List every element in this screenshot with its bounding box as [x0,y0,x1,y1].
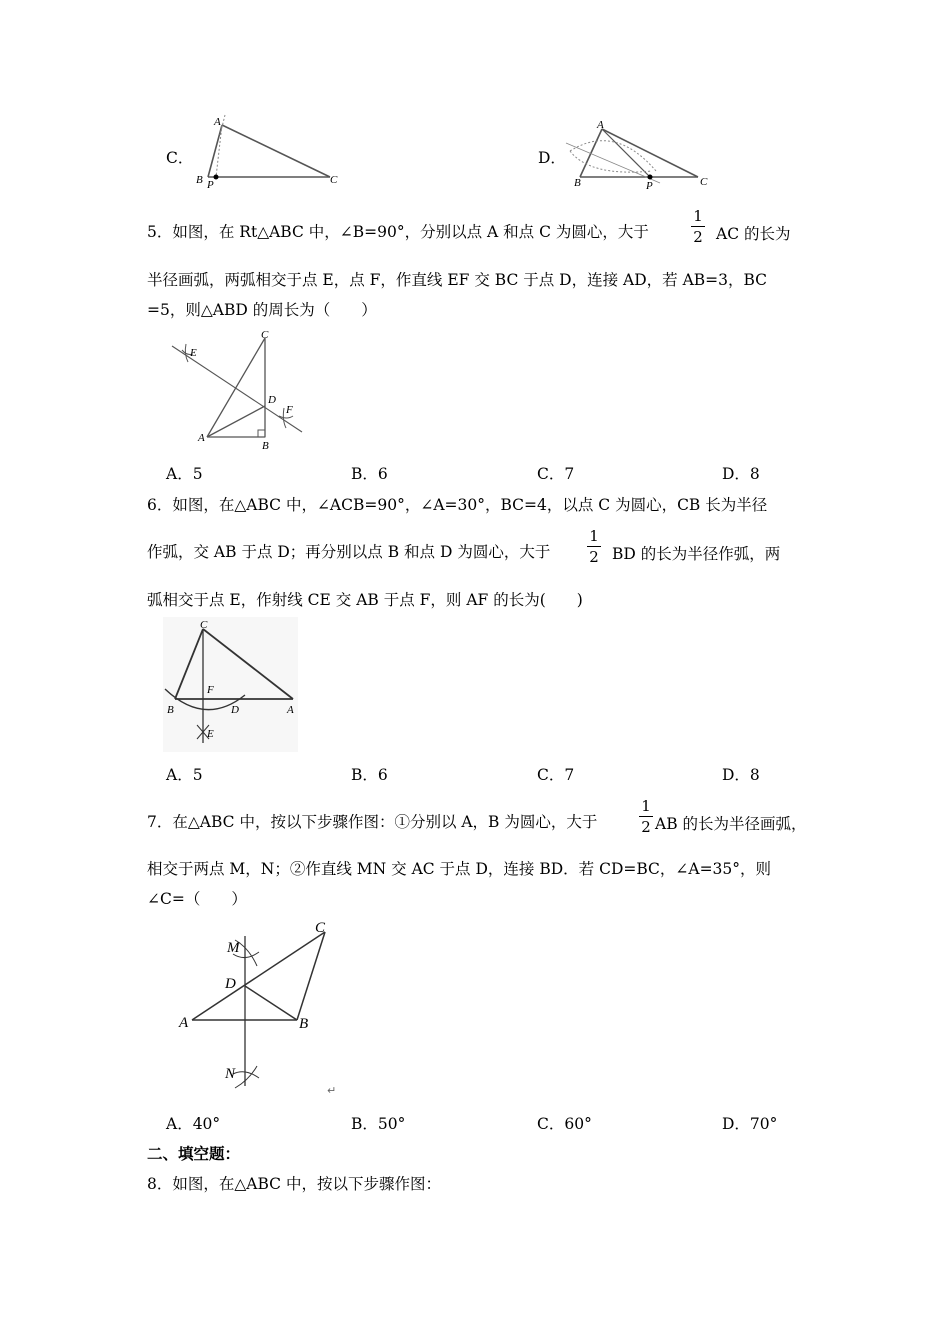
q6-label-e: E [207,728,214,740]
q6-fraction [587,527,601,566]
q5-stem-line2: 半径画弧，两弧相交于点 E，点 F，作直线 EF 交 BC 于点 D，连接 AD，若 AB=3，BC [147,271,768,289]
q7-label-b: B [299,1016,309,1032]
q7-figure [175,914,345,1094]
q6-stem-line2-pre: 作弧，交 AB 于点 D；再分别以点 B 和点 D 为圆心，大于 [147,543,551,561]
section-heading-fill-in: 二、填空题： [147,1144,241,1163]
q6-option-a[interactable]: A．5 [166,766,203,784]
q6-stem-line2-post: BD 的长为半径作弧，两 [612,545,781,563]
q4-figure-d [560,113,720,193]
q6-option-b[interactable]: B．6 [351,766,388,784]
q7-label-m: M [227,940,240,956]
q7-stem-line2: 相交于两点 M，N；②作直线 MN 交 AC 于点 D，连接 BD．若 CD=BC，∠A=35°，则 [147,860,772,878]
q7-return-mark: ↵ [327,1084,337,1094]
option-d-label: D． [538,149,566,167]
q6-label-f: F [207,684,214,696]
q4d-label-p: P [646,180,653,192]
q4-figure-c [190,113,345,193]
option-c-label: C． [166,149,194,167]
q6-frac-den: 2 [589,548,599,566]
q6-label-b: B [167,704,174,716]
q7-frac-den: 2 [641,818,651,836]
q7-stem-line3: ∠C=（ ） [147,890,247,908]
q6-stem-line3: 弧相交于点 E，作射线 CE 交 AB 于点 F，则 AF 的长为( ) [147,591,583,609]
q5-stem-line3: =5，则△ABD 的周长为（ ） [147,301,377,319]
q5-stem-line1-pre: 5．如图，在 Rt△ABC 中，∠B=90°，分别以点 A 和点 C 为圆心，大于 [147,223,649,241]
q4d-label-b: B [574,177,581,189]
q4c-label-p: P [207,179,214,191]
q4d-label-c: C [700,176,708,188]
q7-stem-line1-post: AB 的长为半径画弧， [655,815,807,833]
q6-label-d: D [231,704,239,716]
q5-label-a: A [198,432,205,444]
q6-label-c: C [200,619,208,631]
q5-option-a[interactable]: A．5 [166,465,203,483]
q7-option-a[interactable]: A．40° [166,1115,221,1133]
q5-label-e: E [190,347,197,359]
q5-option-b[interactable]: B．6 [351,465,388,483]
q7-option-d[interactable]: D．70° [722,1115,778,1133]
q7-frac-num: 1 [641,797,651,815]
q7-label-c: C [315,920,326,936]
q7-option-c[interactable]: C．60° [537,1115,592,1133]
q6-figure [163,617,298,752]
q6-frac-num: 1 [589,527,599,545]
q7-fraction [639,797,653,836]
q7-option-b[interactable]: B．50° [351,1115,406,1133]
q5-stem-line1-post: AC 的长为 [716,225,791,243]
q6-stem-line1: 6．如图，在△ABC 中，∠ACB=90°，∠A=30°，BC=4，以点 C 为圆心，CB 长为半径 [147,496,768,514]
q5-fraction [691,207,705,246]
q5-figure [160,328,310,453]
q4c-label-c: C [330,174,338,186]
q5-option-c[interactable]: C．7 [537,465,575,483]
q4c-label-a: A [214,116,221,128]
q7-label-n: N [225,1066,236,1082]
q5-label-d: D [268,394,276,406]
q6-option-c[interactable]: C．7 [537,766,575,784]
q5-frac-den: 2 [693,228,703,246]
q7-stem-line1-pre: 7．在△ABC 中，按以下步骤作图：①分别以 A，B 为圆心，大于 [147,813,598,831]
q6-label-a: A [287,704,294,716]
q7-label-d: D [225,976,236,992]
q5-label-f: F [286,404,293,416]
q5-frac-num: 1 [693,207,703,225]
q4c-label-b: B [196,174,203,186]
q7-label-a: A [179,1015,189,1031]
q5-label-c: C [261,329,269,341]
q8-stem-line1: 8．如图，在△ABC 中，按以下步骤作图： [147,1175,441,1193]
q6-option-d[interactable]: D．8 [722,766,760,784]
q5-label-b: B [262,440,269,452]
q5-option-d[interactable]: D．8 [722,465,760,483]
q4d-label-a: A [597,119,604,131]
